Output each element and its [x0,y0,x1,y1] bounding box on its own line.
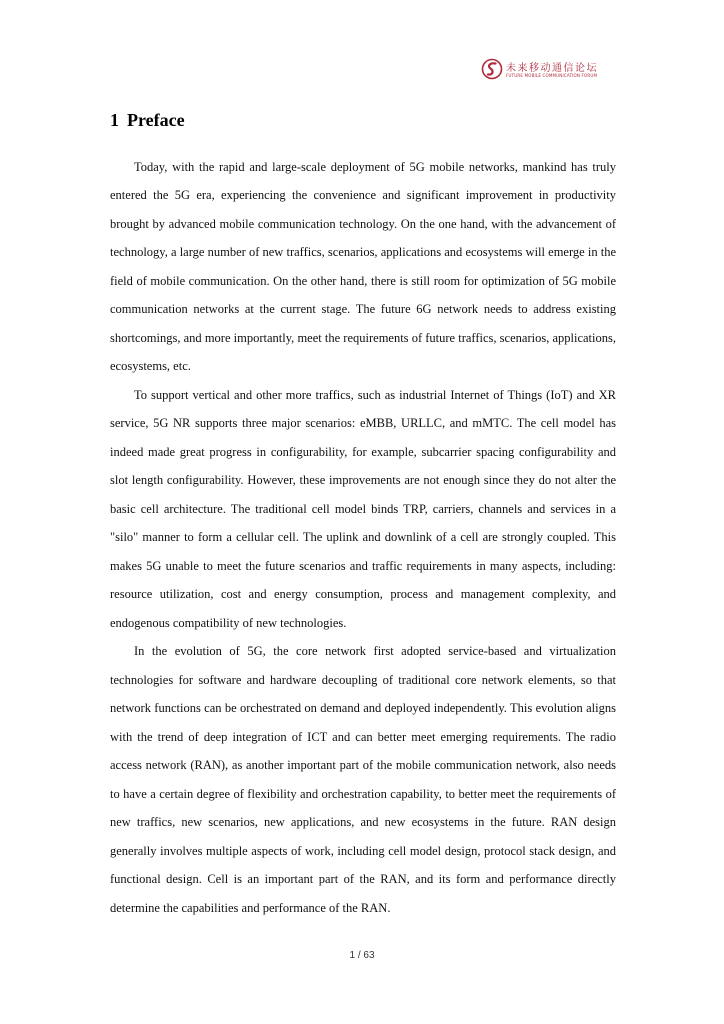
section-number: 1 [110,110,119,130]
section-title: Preface [127,110,185,130]
page-number: 1 / 63 [349,950,375,961]
paragraph: To support vertical and other more traffics, such as industrial Internet of Things (IoT) and XR service, 5G NR supports three major scenarios: eMBB, URLLC, and mMTC. The cell model has indeed made great progress in configurability, for example, subcarrier spacing configurability and slot length configurability. However, these improvements are not enough since they do not alter the basic cell architecture. The traditional cell model binds TRP, carriers, channels and services in a "silo" manner to form a cellular cell. The uplink and downlink of a cell are strongly coupled. This makes 5G unable to meet the future scenarios and traffic requirements in many aspects, including: resource utilization, cost and energy consumption, process and management complexity, and endogenous compatibility of new technologies. [110,387,616,630]
logo-text-chinese: 未来移动通信论坛 [506,63,598,74]
forum-logo [481,58,607,82]
logo-text-english: FUTURE MOBILE COMMUNICATION FORUM [506,73,598,78]
section-heading [110,110,185,131]
body-text [110,153,616,922]
paragraph: In the evolution of 5G, the core network first adopted service-based and virtualization technologies for software and hardware decoupling of traditional core network elements, so that network functions can be orchestrated on demand and deployed independently. This evolution aligns with the trend of deep integration of ICT and can better meet emerging requirements. The radio access network (RAN), as another important part of the mobile communication network, also needs to have a certain degree of flexibility and orchestration capability, to better meet the requirements of new traffics, new scenarios, new applications, and new ecosystems in the future. RAN design generally involves multiple aspects of work, including cell model design, protocol stack design, and functional design. Cell is an important part of the RAN, and its form and performance directly determine the capabilities and performance of the RAN. [110,644,616,915]
paragraph: Today, with the rapid and large-scale deployment of 5G mobile networks, mankind has truly entered the 5G era, experiencing the convenience and significant improvement in productivity brought by advanced mobile communication technology. On the one hand, with the advancement of technology, a large number of new traffics, scenarios, applications and ecosystems will emerge in the field of mobile communication. On the other hand, there is still room for optimization of 5G mobile communication networks at the current stage. The future 6G network needs to address existing shortcomings, and more importantly, meet the requirements of future traffics, scenarios, applications, ecosystems, etc. [110,160,616,374]
forum-swirl-logo-icon [481,58,503,80]
